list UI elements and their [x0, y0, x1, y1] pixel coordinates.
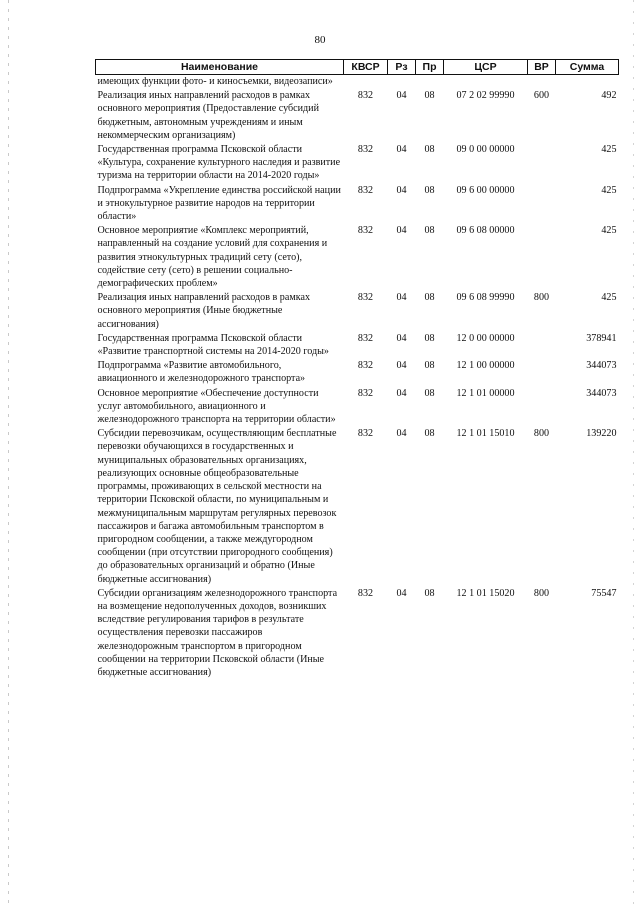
- cell-rz: 04: [396, 184, 407, 196]
- table-row: [96, 89, 619, 143]
- cell-csr: [444, 75, 528, 90]
- cell-vr: 600: [533, 90, 550, 102]
- scan-edge-right: [633, 0, 634, 905]
- cell-pr: 08: [424, 225, 435, 237]
- cell-sum: 344073: [586, 387, 617, 399]
- cell-sum: 425: [601, 184, 617, 196]
- cell-kvsr: 832: [357, 587, 374, 599]
- table-body: [96, 75, 619, 681]
- cell-sum: 75547: [591, 587, 617, 599]
- cell-vr: [528, 184, 556, 225]
- cell-csr: 12 1 01 15010: [456, 428, 515, 440]
- cell-csr: 09 6 08 99990: [456, 292, 515, 304]
- cell-pr: 08: [424, 144, 435, 156]
- cell-rz: 04: [396, 292, 407, 304]
- cell-pr: 08: [424, 387, 435, 399]
- cell-name: Субсидии организациям железнодорожного транспорта на возмещение недополученных доходов, возникших вследствие регулирования тарифов в результате осуществления перевозки пассажиров железнодорожным транспортом в пригородном сообщении на территории Псковской области (Иные бюджетные ассигнования): [97, 587, 338, 678]
- cell-rz: [388, 75, 416, 90]
- cell-rz: 04: [396, 225, 407, 237]
- cell-kvsr: [344, 75, 388, 90]
- cell-sum: 425: [601, 292, 617, 304]
- cell-csr: 12 1 00 00000: [456, 360, 515, 372]
- cell-rz: 04: [396, 332, 407, 344]
- column-header-pr: Пр: [416, 60, 444, 75]
- cell-rz: 04: [396, 360, 407, 372]
- cell-csr: 09 0 00 00000: [456, 144, 515, 156]
- cell-csr: 07 2 02 99990: [456, 90, 515, 102]
- cell-vr: [528, 387, 556, 428]
- cell-vr: [528, 332, 556, 359]
- cell-rz: 04: [396, 90, 407, 102]
- cell-kvsr: 832: [357, 360, 374, 372]
- cell-name: Субсидии перевозчикам, осуществляющим бесплатные перевозки обучающихся в государственных и муниципальных образовательных организациях, реализующих основные общеобразовательные программы, проживающих в сельской местности на территории Псковской области, по муниципальным и межмуниципальным маршрутам регулярных перевозок пассажиров и багажа автомобильным транспортом в пригородном сообщении, а также междугородном сообщении (при отсутствии пригородного сообщения) до образовательных организаций и обратно (Иные бюджетные ассигнования): [97, 428, 337, 585]
- column-header-kvsr: КВСР: [344, 60, 388, 75]
- cell-sum: 139220: [586, 428, 617, 440]
- cell-pr: 08: [424, 184, 435, 196]
- table-row: [96, 332, 619, 359]
- cell-vr: [528, 75, 556, 90]
- cell-csr: 12 1 01 00000: [456, 387, 515, 399]
- cell-sum: 492: [601, 90, 617, 102]
- table-row: [96, 143, 619, 184]
- table-row: [96, 291, 619, 332]
- cell-vr: [528, 359, 556, 386]
- cell-name: Подпрограмма «Укрепление единства российской нации и этнокультурное развитие народов на территории области»: [97, 184, 341, 223]
- cell-vr: [528, 224, 556, 291]
- cell-csr: 09 6 08 00000: [456, 225, 515, 237]
- cell-vr: 800: [533, 428, 550, 440]
- cell-sum: 425: [601, 144, 617, 156]
- cell-pr: 08: [424, 90, 435, 102]
- cell-kvsr: 832: [357, 144, 374, 156]
- table-row: [96, 184, 619, 225]
- cell-kvsr: 832: [357, 387, 374, 399]
- cell-pr: 08: [424, 292, 435, 304]
- cell-pr: [416, 75, 444, 90]
- column-header-name: Наименование: [96, 60, 344, 75]
- cell-kvsr: 832: [357, 184, 374, 196]
- cell-name: Подпрограмма «Развитие автомобильного, авиационного и железнодорожного транспорта»: [97, 360, 306, 385]
- table-row: [96, 359, 619, 386]
- budget-table: [95, 59, 619, 680]
- cell-kvsr: 832: [357, 90, 374, 102]
- cell-kvsr: 832: [357, 225, 374, 237]
- cell-pr: 08: [424, 428, 435, 440]
- cell-name: имеющих функции фото- и киносъемки, видеозаписи»: [97, 76, 333, 87]
- cell-pr: 08: [424, 587, 435, 599]
- cell-sum: [556, 75, 619, 90]
- table-row: [96, 75, 619, 90]
- cell-kvsr: 832: [357, 292, 374, 304]
- cell-name: Реализация иных направлений расходов в рамках основного мероприятия (Предоставление субсидий бюджетным, автономным учреждениям и иным некоммерческим организациям): [97, 90, 319, 141]
- cell-pr: 08: [424, 332, 435, 344]
- cell-vr: 800: [533, 587, 550, 599]
- cell-rz: 04: [396, 428, 407, 440]
- column-header-sum: Сумма: [556, 60, 619, 75]
- cell-sum: 344073: [586, 360, 617, 372]
- cell-name: Реализация иных направлений расходов в рамках основного мероприятия (Иные бюджетные ассигнования): [97, 292, 310, 330]
- cell-name: Основное мероприятие «Обеспечение доступности услуг автомобильного, авиационного и железнодорожного транспорта на территории области»: [97, 387, 336, 426]
- cell-csr: 12 0 00 00000: [456, 332, 515, 344]
- cell-name: Государственная программа Псковской области «Развитие транспортной системы на 2014-2020 годы»: [97, 332, 329, 358]
- cell-pr: 08: [424, 360, 435, 372]
- cell-name: Основное мероприятие «Комплекс мероприятий, направленный на создание условий для сохранения и развития этнокультурных традиций сету (сето), содействие сету (сето) в решении социально-демографических проблем»: [97, 225, 328, 290]
- cell-kvsr: 832: [357, 428, 374, 440]
- table-row: [96, 224, 619, 291]
- column-header-csr: ЦСР: [444, 60, 528, 75]
- cell-sum: 425: [601, 225, 617, 237]
- cell-rz: 04: [396, 387, 407, 399]
- cell-csr: 12 1 01 15020: [456, 587, 515, 599]
- table-row: [96, 587, 619, 680]
- table-row: [96, 387, 619, 428]
- cell-rz: 04: [396, 144, 407, 156]
- cell-csr: 09 6 00 00000: [456, 184, 515, 196]
- table-row: [96, 427, 619, 586]
- scan-edge-left: [8, 0, 9, 905]
- cell-name: Государственная программа Псковской области «Культура, сохранение культурного наследия и развитие туризма на территории области на 2014-2020 годы»: [97, 144, 341, 182]
- table-header-row: [96, 60, 619, 75]
- cell-rz: 04: [396, 587, 407, 599]
- column-header-rz: Рз: [388, 60, 416, 75]
- cell-vr: 800: [533, 292, 550, 304]
- cell-sum: 378941: [586, 332, 617, 344]
- cell-kvsr: 832: [357, 332, 374, 344]
- cell-vr: [528, 143, 556, 184]
- page-number: 80: [314, 34, 326, 46]
- column-header-vr: ВР: [528, 60, 556, 75]
